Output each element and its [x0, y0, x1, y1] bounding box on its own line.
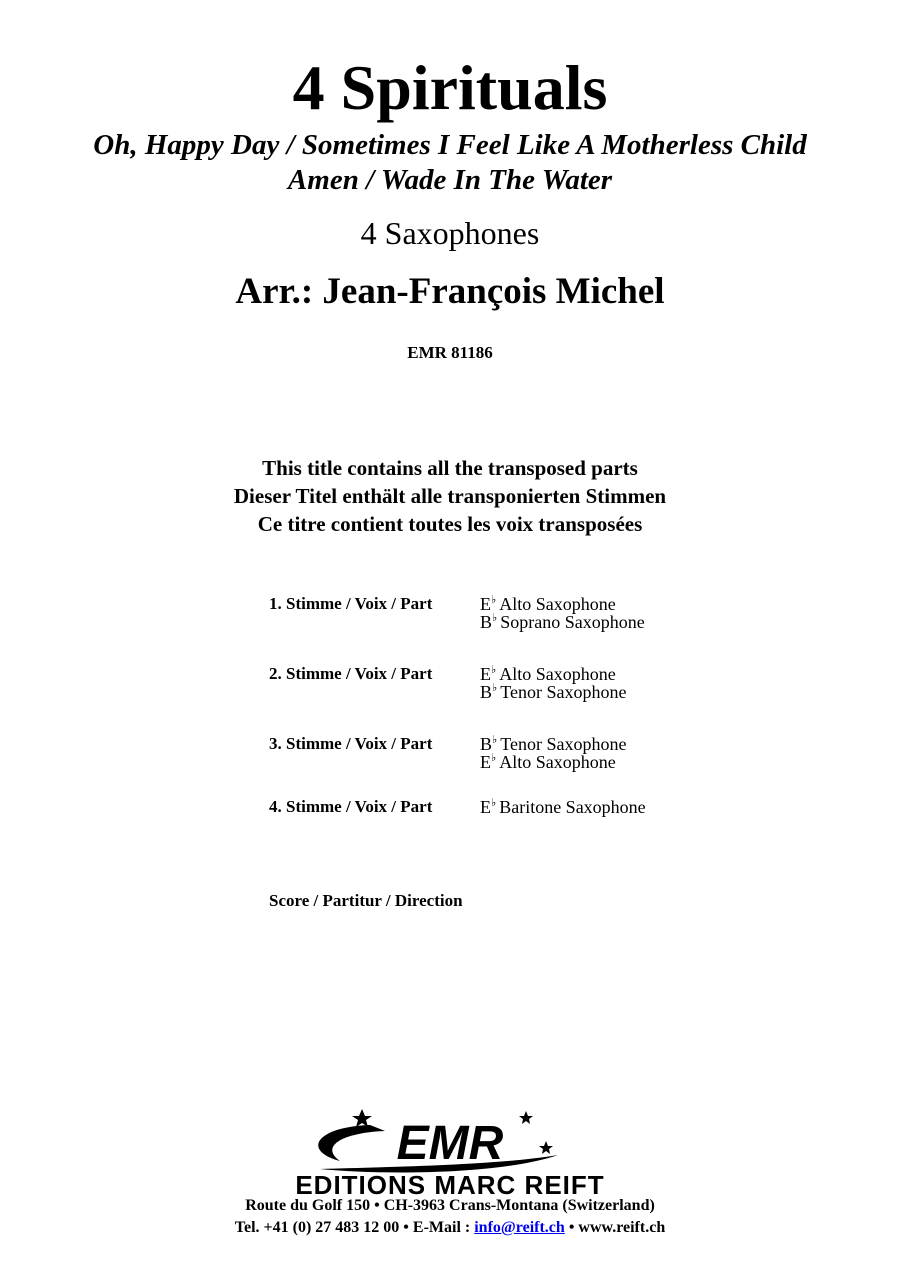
part-instrument	[480, 612, 645, 635]
publisher-contact	[0, 1218, 900, 1238]
part-label: 2. Stimme / Voix / Part	[269, 664, 433, 683]
instrument-name: Alto Saxophone	[499, 752, 616, 772]
logo-star	[539, 1141, 553, 1154]
part-label: 1. Stimme / Voix / Part	[269, 594, 433, 613]
logo-text: EMR	[396, 1117, 504, 1170]
flat-sign: ♭	[492, 734, 498, 746]
instrument-name: Alto Saxophone	[499, 594, 616, 614]
score-label: Score / Partitur / Direction	[269, 891, 463, 910]
part-instrument	[480, 682, 626, 705]
part-instrument	[480, 797, 646, 820]
notice-french: Ce titre contient toutes les voix transposées	[257, 512, 643, 536]
subtitle-line-1: Oh, Happy Day / Sometimes I Feel Like A Motherless Child	[93, 129, 807, 161]
instrument-name: Soprano Saxophone	[500, 612, 645, 632]
part-row-4	[269, 797, 789, 837]
arranger: Arr.: Jean-François Michel	[235, 271, 665, 312]
flat-sign: ♭	[491, 594, 497, 606]
key-letter: B	[480, 734, 493, 754]
flat-sign: ♭	[491, 752, 497, 764]
flat-sign: ♭	[492, 612, 498, 624]
instrument-name: Tenor Saxophone	[500, 734, 627, 754]
part-label: 4. Stimme / Voix / Part	[269, 797, 433, 816]
logo-star	[352, 1109, 372, 1127]
page-title: 4 Spirituals	[292, 52, 608, 123]
part-row-1	[269, 594, 789, 634]
telephone: Tel. +41 (0) 27 483 12 00 • E-Mail :	[234, 1219, 475, 1236]
flat-sign: ♭	[491, 797, 497, 809]
instrument-name: Tenor Saxophone	[500, 682, 627, 702]
publisher-name: EDITIONS MARC REIFT	[295, 1170, 605, 1200]
logo-swoosh	[318, 1125, 385, 1161]
part-row-3	[269, 734, 789, 774]
subtitle-line-2: Amen / Wade In The Water	[287, 164, 613, 196]
flat-sign: ♭	[492, 682, 498, 694]
logo-star	[519, 1111, 533, 1124]
key-letter: B	[480, 612, 493, 632]
part-label: 3. Stimme / Voix / Part	[269, 734, 433, 753]
key-letter: E	[480, 594, 491, 614]
notice-german: Dieser Titel enthält alle transponierten Stimmen	[233, 484, 667, 508]
key-letter: E	[480, 664, 491, 684]
part-row-2	[269, 664, 789, 704]
catalog-number: EMR 81186	[407, 343, 493, 362]
key-letter: E	[480, 797, 491, 817]
instrument-name: Alto Saxophone	[499, 664, 616, 684]
key-letter: E	[480, 752, 491, 772]
instrument-name: Baritone Saxophone	[499, 797, 646, 817]
publisher-address: Route du Golf 150 • CH-3963 Crans-Montana (Switzerland)	[245, 1197, 655, 1214]
instrumentation: 4 Saxophones	[360, 215, 540, 251]
key-letter: B	[480, 682, 493, 702]
emr-logo	[300, 1103, 600, 1177]
part-instrument	[480, 752, 616, 775]
website: • www.reift.ch	[564, 1219, 666, 1236]
notice-english: This title contains all the transposed parts	[262, 456, 638, 480]
flat-sign: ♭	[491, 664, 497, 676]
email-link[interactable]: info@reift.ch	[474, 1219, 565, 1236]
